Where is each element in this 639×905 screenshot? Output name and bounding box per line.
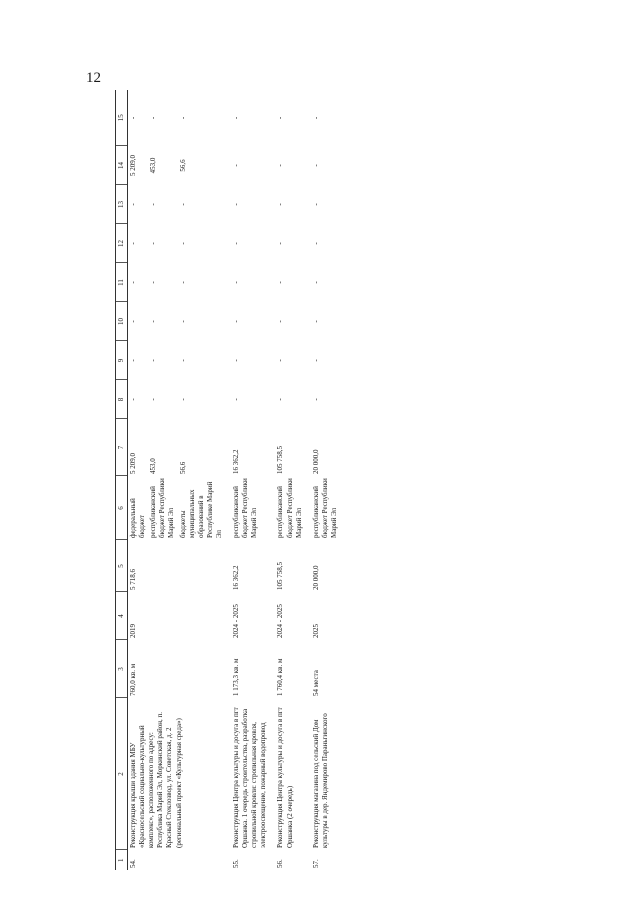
object-name: Реконструкция крыши здания МБУ «Красносельский социально-культурный комплекс», расположенного по адресу: Республика Марий Эл, Моркинский район, п. Красный Стеклозвод, ул. Советская, д. 2 (региональный проект «Культурная среда») — [129, 711, 183, 848]
value-cell: - — [311, 116, 320, 120]
object-name: Реконструкция Центра культуры и досуга в пгт Оршанка. 1 очередь строительства, разработка стропильной кровли: стропильная кровля, электроосвещение, пожарный водопровод — [232, 707, 268, 848]
value-cell: - — [311, 320, 320, 323]
col-header: 11 — [116, 263, 128, 302]
value-cell: - — [276, 242, 285, 245]
value-cell: 5 209,0 — [129, 453, 138, 474]
period: 2024 - 2025 — [232, 604, 241, 638]
col-header: 4 — [116, 592, 128, 640]
row-number: 54. — [129, 859, 138, 868]
capacity: 1 173,3 кв. м — [232, 658, 241, 696]
value-cell: 56,6 — [178, 461, 187, 474]
value-cell: 56,6 — [178, 159, 187, 172]
col-header: 13 — [116, 185, 128, 224]
value-cell: - — [276, 281, 285, 284]
header-row — [116, 90, 128, 870]
table-row — [128, 90, 149, 870]
col-header: 8 — [116, 380, 128, 419]
value-cell: - — [232, 116, 241, 120]
value-cell: - — [276, 164, 285, 167]
funding-source: республиканский бюджет Республики Марий Эл — [311, 478, 338, 538]
value-cell: 20 000,0 — [311, 449, 320, 474]
value-cell: - — [129, 320, 138, 323]
value-cell: - — [311, 281, 320, 284]
value-cell: - — [149, 116, 158, 120]
rotated-table-container — [115, 90, 620, 870]
value-cell: - — [129, 116, 138, 120]
value-cell: - — [129, 359, 138, 362]
value-cell: 105 758,5 — [276, 446, 285, 474]
value-cell: - — [311, 203, 320, 206]
total-cost: 5 718,6 — [129, 569, 138, 590]
capacity: 54 места — [311, 670, 320, 696]
value-cell: - — [129, 281, 138, 284]
value-cell: 453,0 — [149, 458, 158, 474]
object-name: Реконструкция Центра культуры и досуга в пгт Оршанка (2 очередь) — [276, 707, 294, 848]
value-cell: - — [232, 359, 241, 362]
table-row — [311, 90, 340, 870]
col-header: 15 — [116, 90, 128, 146]
value-cell: - — [232, 164, 241, 167]
col-header: 2 — [116, 698, 128, 850]
col-header: 7 — [116, 419, 128, 476]
value-cell: - — [178, 359, 187, 362]
total-cost: 105 758,5 — [276, 562, 285, 590]
value-cell: - — [178, 281, 187, 284]
value-cell: - — [276, 116, 285, 120]
col-header: 1 — [116, 850, 128, 870]
period: 2025 — [311, 624, 320, 638]
col-header: 6 — [116, 476, 128, 540]
col-header: 10 — [116, 302, 128, 341]
row-number: 56. — [276, 859, 285, 868]
value-cell: - — [232, 320, 241, 323]
table-row — [231, 90, 269, 870]
value-cell: - — [232, 242, 241, 245]
value-cell: - — [232, 203, 241, 206]
value-cell: - — [178, 242, 187, 245]
value-cell: 5 209,0 — [129, 155, 138, 176]
col-header: 3 — [116, 640, 128, 698]
value-cell: 453,0 — [149, 157, 158, 174]
value-cell: - — [232, 398, 241, 401]
page-number: 12 — [86, 70, 101, 86]
total-cost: 16 362,2 — [232, 565, 241, 590]
value-cell: - — [178, 203, 187, 206]
value-cell: - — [276, 203, 285, 206]
value-cell: - — [149, 359, 158, 362]
funding-source: республиканский бюджет Республики Марий Эл — [149, 478, 176, 538]
value-cell: - — [129, 398, 138, 401]
col-header: 12 — [116, 224, 128, 263]
value-cell: - — [149, 320, 158, 323]
table-row — [275, 90, 304, 870]
value-cell: - — [276, 320, 285, 323]
capacity: 760,0 кв. м — [129, 663, 138, 696]
value-cell: - — [149, 281, 158, 284]
object-name: Реконструкция магазина под сельский Дом культуры в дер. Яндемирово Параньгинского — [311, 713, 329, 848]
value-cell: - — [232, 281, 241, 284]
row-number: 57. — [311, 859, 320, 868]
row-spacer — [340, 90, 346, 870]
value-cell: - — [149, 242, 158, 245]
budget-table — [115, 90, 346, 870]
col-header: 9 — [116, 341, 128, 380]
value-cell: - — [276, 398, 285, 401]
col-header: 5 — [116, 540, 128, 592]
value-cell: - — [311, 242, 320, 245]
value-cell: - — [276, 359, 285, 362]
funding-source: федеральный бюджет — [129, 498, 147, 538]
funding-source: республиканский бюджет Республики Марий Эл — [232, 478, 259, 538]
funding-source: республиканский бюджет Республики Марий Эл — [276, 478, 303, 538]
value-cell: - — [311, 164, 320, 167]
value-cell: 16 362,2 — [232, 449, 241, 474]
value-cell: - — [129, 203, 138, 206]
capacity: 1 760,4 кв. м — [276, 658, 285, 696]
value-cell: - — [178, 320, 187, 323]
funding-source: бюджеты муниципальных образований в Республике Марий Эл — [178, 481, 223, 538]
col-header: 14 — [116, 146, 128, 185]
value-cell: - — [311, 398, 320, 401]
value-cell: - — [149, 203, 158, 206]
value-cell: - — [178, 116, 187, 120]
total-cost: 20 000,0 — [311, 565, 320, 590]
period: 2019 — [129, 624, 138, 638]
period: 2024 - 2025 — [276, 604, 285, 638]
value-cell: - — [311, 359, 320, 362]
row-number: 55. — [232, 859, 241, 868]
value-cell: - — [129, 242, 138, 245]
value-cell: - — [149, 398, 158, 401]
value-cell: - — [178, 398, 187, 401]
